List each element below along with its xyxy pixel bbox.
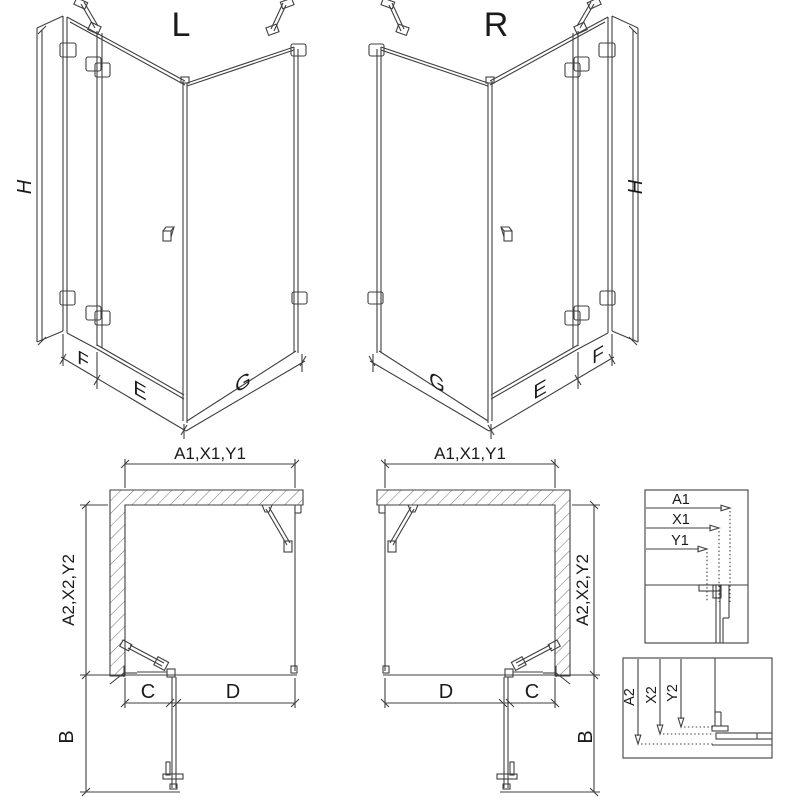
iso-view-right: [368, 0, 647, 439]
width-dim-label-left-plan: A1,X1,Y1: [174, 444, 246, 463]
iso-view-left: [14, 0, 307, 439]
wall-hatch-left-plan: [110, 490, 303, 676]
plan-view-right: [377, 444, 600, 796]
fixed-dim-label-left-plan: C: [140, 681, 156, 703]
variant-label-left: L: [171, 6, 191, 44]
variant-label-right: R: [483, 6, 509, 44]
detail-box-depth: [622, 658, 772, 758]
wall-profile-section: [645, 585, 748, 643]
depth-dim-label-left-plan: A2,X2,Y2: [59, 554, 78, 626]
opening-dim-label-right-plan: D: [438, 681, 454, 703]
detail-x1-label: X1: [672, 512, 690, 528]
fixed-dim-label-right-plan: C: [524, 681, 540, 703]
segment-f-label-left: F: [77, 345, 89, 374]
width-dim-label-right-plan: A1,X1,Y1: [434, 444, 506, 463]
wall-hatch-right-plan: [377, 490, 570, 676]
detail-box-width: [645, 490, 748, 643]
segment-g-label-left: G: [235, 365, 251, 399]
detail-y1-label: Y1: [671, 533, 689, 549]
detail-x2-label: X2: [644, 686, 660, 704]
detail-a2-label: A2: [622, 688, 638, 706]
segment-f-label-right: F: [592, 340, 604, 369]
detail-a1-label: A1: [672, 492, 690, 508]
tray-profile-section: [712, 658, 772, 745]
height-label-right: H: [625, 179, 647, 195]
segment-e-label-left: E: [133, 374, 147, 406]
opening-dim-label-left-plan: D: [225, 681, 241, 703]
segment-g-label-right: G: [429, 365, 445, 399]
plan-view-left: [56, 444, 303, 796]
depth-dim-label-right-plan: A2,X2,Y2: [573, 554, 592, 626]
detail-y2-label: Y2: [665, 684, 681, 702]
door-dim-label-left-plan: B: [56, 730, 78, 744]
height-label-left: H: [14, 179, 36, 195]
door-dim-label-right-plan: B: [575, 730, 597, 744]
segment-e-label-right: E: [533, 373, 547, 405]
